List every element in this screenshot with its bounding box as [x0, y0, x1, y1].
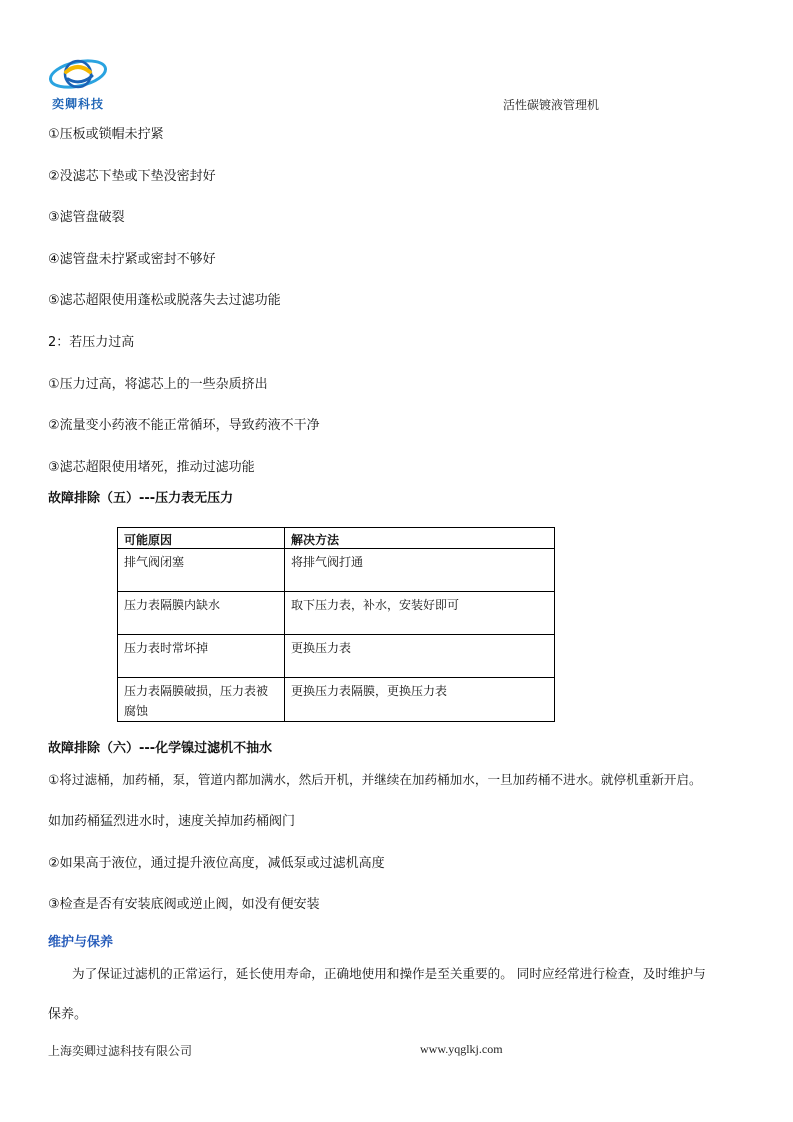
fault-table [117, 527, 555, 722]
section-6-paragraph-1: ①将过滤桶，加药桶，泵，管道内都加满水，然后开机，并继续在加药桶加水，一旦加药桶不进水。就停机重新开启。 [48, 772, 702, 787]
cause-line-3: ③滤管盘破裂 [48, 210, 125, 225]
cause-line-5: ⑤滤芯超限使用蓬松或脱落失去过滤功能 [48, 293, 281, 308]
table-cell-cause: 排气阀闭塞 [118, 549, 285, 592]
table-header-solution: 解决方法 [285, 528, 555, 549]
cause-line-4: ④滤管盘未拧紧或密封不够好 [48, 252, 216, 267]
cause-line-2: ②没滤芯下垫或下垫没密封好 [48, 169, 216, 184]
footer-website: www.yqglkj.com [420, 1042, 503, 1056]
section-6-heading: 故障排除（六）---化学镍过滤机不抽水 [48, 741, 273, 756]
pressure-line-2: ②流量变小药液不能正常循环，导致药液不干净 [48, 418, 320, 433]
pressure-heading: 2：若压力过高 [48, 335, 135, 350]
maintenance-heading: 维护与保养 [48, 935, 114, 950]
table-header-cause: 可能原因 [118, 528, 285, 549]
table-cell-cause: 压力表时常坏掉 [118, 635, 285, 678]
table-cell-solution: 更换压力表 [285, 635, 555, 678]
table-cell-solution: 取下压力表，补水，安装好即可 [285, 592, 555, 635]
table-row [118, 635, 555, 678]
table-row [118, 678, 555, 722]
section-6-paragraph-4: ③检查是否有安装底阀或逆止阀，如没有便安装 [48, 897, 320, 912]
table-cell-cause: 压力表隔膜内缺水 [118, 592, 285, 635]
footer-company: 上海奕卿过滤科技有限公司 [48, 1044, 193, 1058]
table-row [118, 549, 555, 592]
maintenance-paragraph-end: 保养。 [48, 1007, 88, 1022]
table-cell-solution: 将排气阀打通 [285, 549, 555, 592]
document-title: 活性碳镀液管理机 [503, 98, 600, 112]
table-row [118, 592, 555, 635]
cause-line-1: ①压板或锁帽未拧紧 [48, 127, 164, 142]
logo-globe-icon [48, 52, 110, 98]
table-header-row [118, 528, 555, 549]
table-cell-cause: 压力表隔膜破损，压力表被腐蚀 [118, 678, 285, 722]
pressure-line-3: ③滤芯超限使用堵死，推动过滤功能 [48, 460, 255, 475]
logo-text: 奕卿科技 [52, 97, 105, 111]
table-cell-solution: 更换压力表隔膜，更换压力表 [285, 678, 555, 722]
section-6-paragraph-3: ②如果高于液位，通过提升液位高度，减低泵或过滤机高度 [48, 856, 385, 871]
pressure-line-1: ①压力过高，将滤芯上的一些杂质挤出 [48, 377, 268, 392]
section-5-heading: 故障排除（五）---压力表无压力 [48, 491, 234, 506]
section-6-paragraph-2: 如加药桶猛烈进水时，速度关掉加药桶阀门 [48, 814, 296, 829]
maintenance-paragraph: 为了保证过滤机的正常运行，延长使用寿命，正确地使用和操作是至关重要的。 同时应经常进行检查，及时维护与 [72, 966, 706, 981]
